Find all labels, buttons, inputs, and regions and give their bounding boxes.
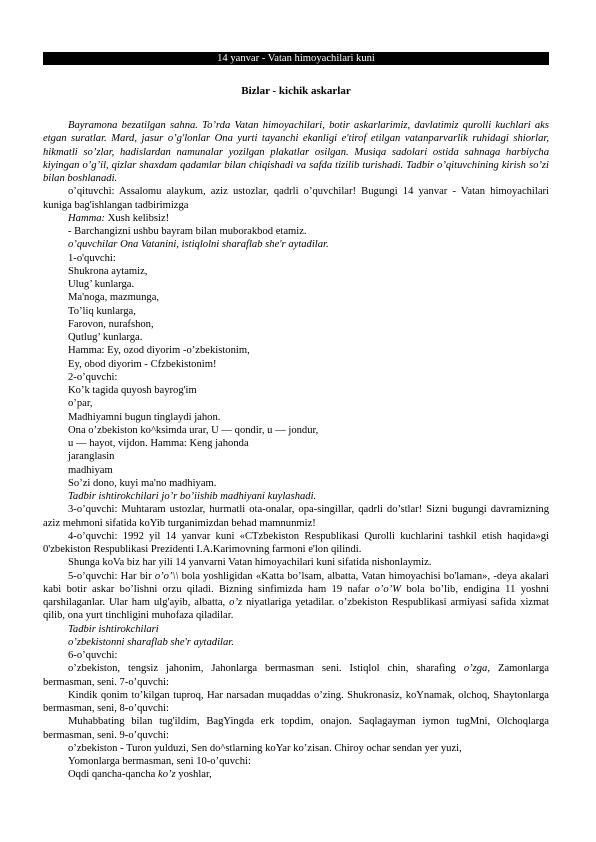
text-run: Oqdi qancha-qancha bbox=[68, 769, 159, 781]
paragraph bbox=[43, 662, 549, 689]
paragraph: - Barchangizni ushbu bayram bilan muborakbod etamiz. bbox=[68, 226, 307, 237]
paragraph bbox=[43, 212, 549, 225]
paragraph: Shukrona aytamiz, bbox=[68, 265, 148, 277]
paragraph: Hamma: Ey, ozod diyorim -o’zbekistonim, bbox=[68, 345, 250, 357]
text-run: o’o’\\ bbox=[154, 570, 179, 582]
page-title: Bizlar - kichik askarlar bbox=[241, 85, 351, 97]
paragraph: Bayramona bezatilgan sahna. To’rda Vatan himoyachilari, botir askarlarimiz, davlatimiz qurolli kuchlari aks etgan suratlar. Mard, jasur o’g'lonlar Ona yurti tayanchi ekanligi e'tirof etilgan vatanparvarlik ruhidagi shiorlar, hikmatli so’zlar, hadislardan namunalar yozilgan plakatlar osilgan. Musiqa sadolari ostida sahnaga harbiycha kiyingan o’g’il, qizlar shaxdam qadamlar bilan chiqishadi va safda tizilib turishadi. Tadbir o’qituvchining kirish so’zi bilan boshlanadi. bbox=[43, 120, 549, 184]
paragraph: 2-o’quvchi: bbox=[68, 371, 118, 383]
text-run: o’z bbox=[229, 597, 243, 608]
paragraph: Madhiyamni bugun tinglaydi jahon. bbox=[68, 411, 221, 423]
paragraph: jaranglasin bbox=[68, 451, 115, 463]
paragraph: 4-o’quvchi: 1992 yil 14 yanvar kuni «CTzbekiston Respublikasi Qurolli kuchlarini tashkil etish haqida»gi 0'zbekiston Respublikasi Prezidenti I.A.Karimovning farmoni e'lon qilindi. bbox=[43, 530, 549, 555]
text-run: Xush kelibsiz! bbox=[105, 212, 170, 224]
document-body bbox=[43, 119, 549, 782]
paragraph: o’zbekistonni sharaflab she'r aytadilar. bbox=[68, 636, 234, 648]
paragraph: o’quvchilar Ona Vatanini, istiqlolni sharaflab she'r aytadilar. bbox=[68, 239, 329, 251]
paragraph: 6-o’quvchi: bbox=[68, 650, 118, 661]
paragraph: 3-o’quvchi: Muhtaram ustozlar, hurmatli ota-onalar, opa-singillar, qadrli do’stlar! Sizni bugungi davramizning aziz mehmoni sifatida koYib turganimizdan behad mamnunmiz! bbox=[43, 504, 549, 529]
text-run: o’zbekiston, tengsiz jahonim, Jahonlarga bermasman seni. Istiqlol chin, sharafing bbox=[68, 663, 464, 675]
paragraph: So’zi dono, kuyi ma'no madhiyam. bbox=[68, 477, 217, 489]
date-banner: 14 yanvar - Vatan himoyachilari kuni bbox=[43, 52, 549, 65]
text-run: o’o’W bbox=[374, 583, 402, 595]
paragraph: o’qituvchi: Assalomu alaykum, aziz ustozlar, qadrli o’quvchilar! Bugungi 14 yanvar - Vatan himoyachilari kuniga bag'ishlangan tadbirimizga bbox=[43, 186, 549, 211]
paragraph: To’liq kunlarga, bbox=[68, 305, 136, 317]
paragraph: u — hayot, vijdon. Hamma: Keng jahonda bbox=[68, 438, 249, 449]
paragraph: Ona o’zbekiston ko^ksimda urar, U — qondir, u — jondur, bbox=[68, 424, 319, 436]
text-run: niyatlariga yetadilar. o’zbekiston Respublikasi armiyasi safida xizmat qilib, ona yurt tinchligini muhofaza qiladilar. bbox=[43, 597, 550, 622]
paragraph: Kindik qonim to’kilgan tuproq, Har narsadan muqaddas o’zing. Shukronasiz, koYnamak, olchoq, Shaytonlarga bermasman, seni, 8-o’quvchi: bbox=[43, 689, 549, 714]
text-run: bola yoshligidan «Katta bo’lsam, albatta, Vatan himoyachisi bo'laman», -deya akalari kabi botir askar bo’lishni orzu qiladi. Bizning sinfimizda ham 19 nafar bbox=[43, 570, 549, 595]
paragraph: Yomonlarga bermasman, seni 10-o’quvchi: bbox=[68, 756, 251, 767]
paragraph: o’zbekiston - Turon yulduzi, Sen do^stlarning koYar ko’zisan. Chiroy ochar sendan yer yuzi, bbox=[68, 742, 462, 754]
paragraph: Ey, obod diyorim - Cfzbekistonim! bbox=[68, 358, 217, 370]
paragraph: Qutlug’ kunlarga. bbox=[68, 332, 143, 343]
paragraph: Farovon, nurafshon, bbox=[68, 318, 154, 330]
paragraph: Ulug’ kunlarga. bbox=[68, 279, 135, 290]
paragraph: o’par, bbox=[68, 398, 93, 410]
text-run: 5-o’quvchi: Har bir bbox=[68, 570, 155, 582]
paragraph: madhiyam bbox=[68, 464, 113, 476]
text-run: o’zga, bbox=[463, 663, 491, 675]
text-run: Hamma: bbox=[68, 212, 106, 224]
paragraph: Shunga koVa biz har yili 14 yanvarni Vatan himoyachilari kuni sifatida nishonlaymiz. bbox=[68, 557, 432, 569]
paragraph bbox=[43, 570, 549, 623]
document-page bbox=[43, 52, 549, 782]
text-run: Zamonlarga bermasman, seni. 7-o’quvchi: bbox=[43, 663, 549, 688]
paragraph: Ma'noga, mazmunga, bbox=[68, 292, 160, 304]
paragraph: Tadbir ishtirokchilari jo’r bo’iishib madhiyani kuylashadi. bbox=[68, 491, 317, 502]
paragraph: Tadbir ishtirokchilari bbox=[68, 623, 159, 635]
paragraph: Ko’k tagida quyosh bayrog'im bbox=[68, 385, 197, 396]
text-run: yoshlar, bbox=[175, 769, 212, 781]
paragraph: Muhabbating bilan tug'ildim, BagYingda erk topdim, onajon. Saqlagayman iymon tugMni, Olchoqlarga bermasman, seni. 9-o’quvchi: bbox=[43, 716, 549, 741]
paragraph: 1-o'quvchi: bbox=[68, 252, 116, 264]
text-run: bola bo’lib, endigina 11 yoshni qarshilaganlar. Ular ham ulg'ayib, albatta, bbox=[43, 583, 549, 608]
paragraph bbox=[43, 768, 549, 781]
text-run: ko’z bbox=[158, 769, 176, 781]
